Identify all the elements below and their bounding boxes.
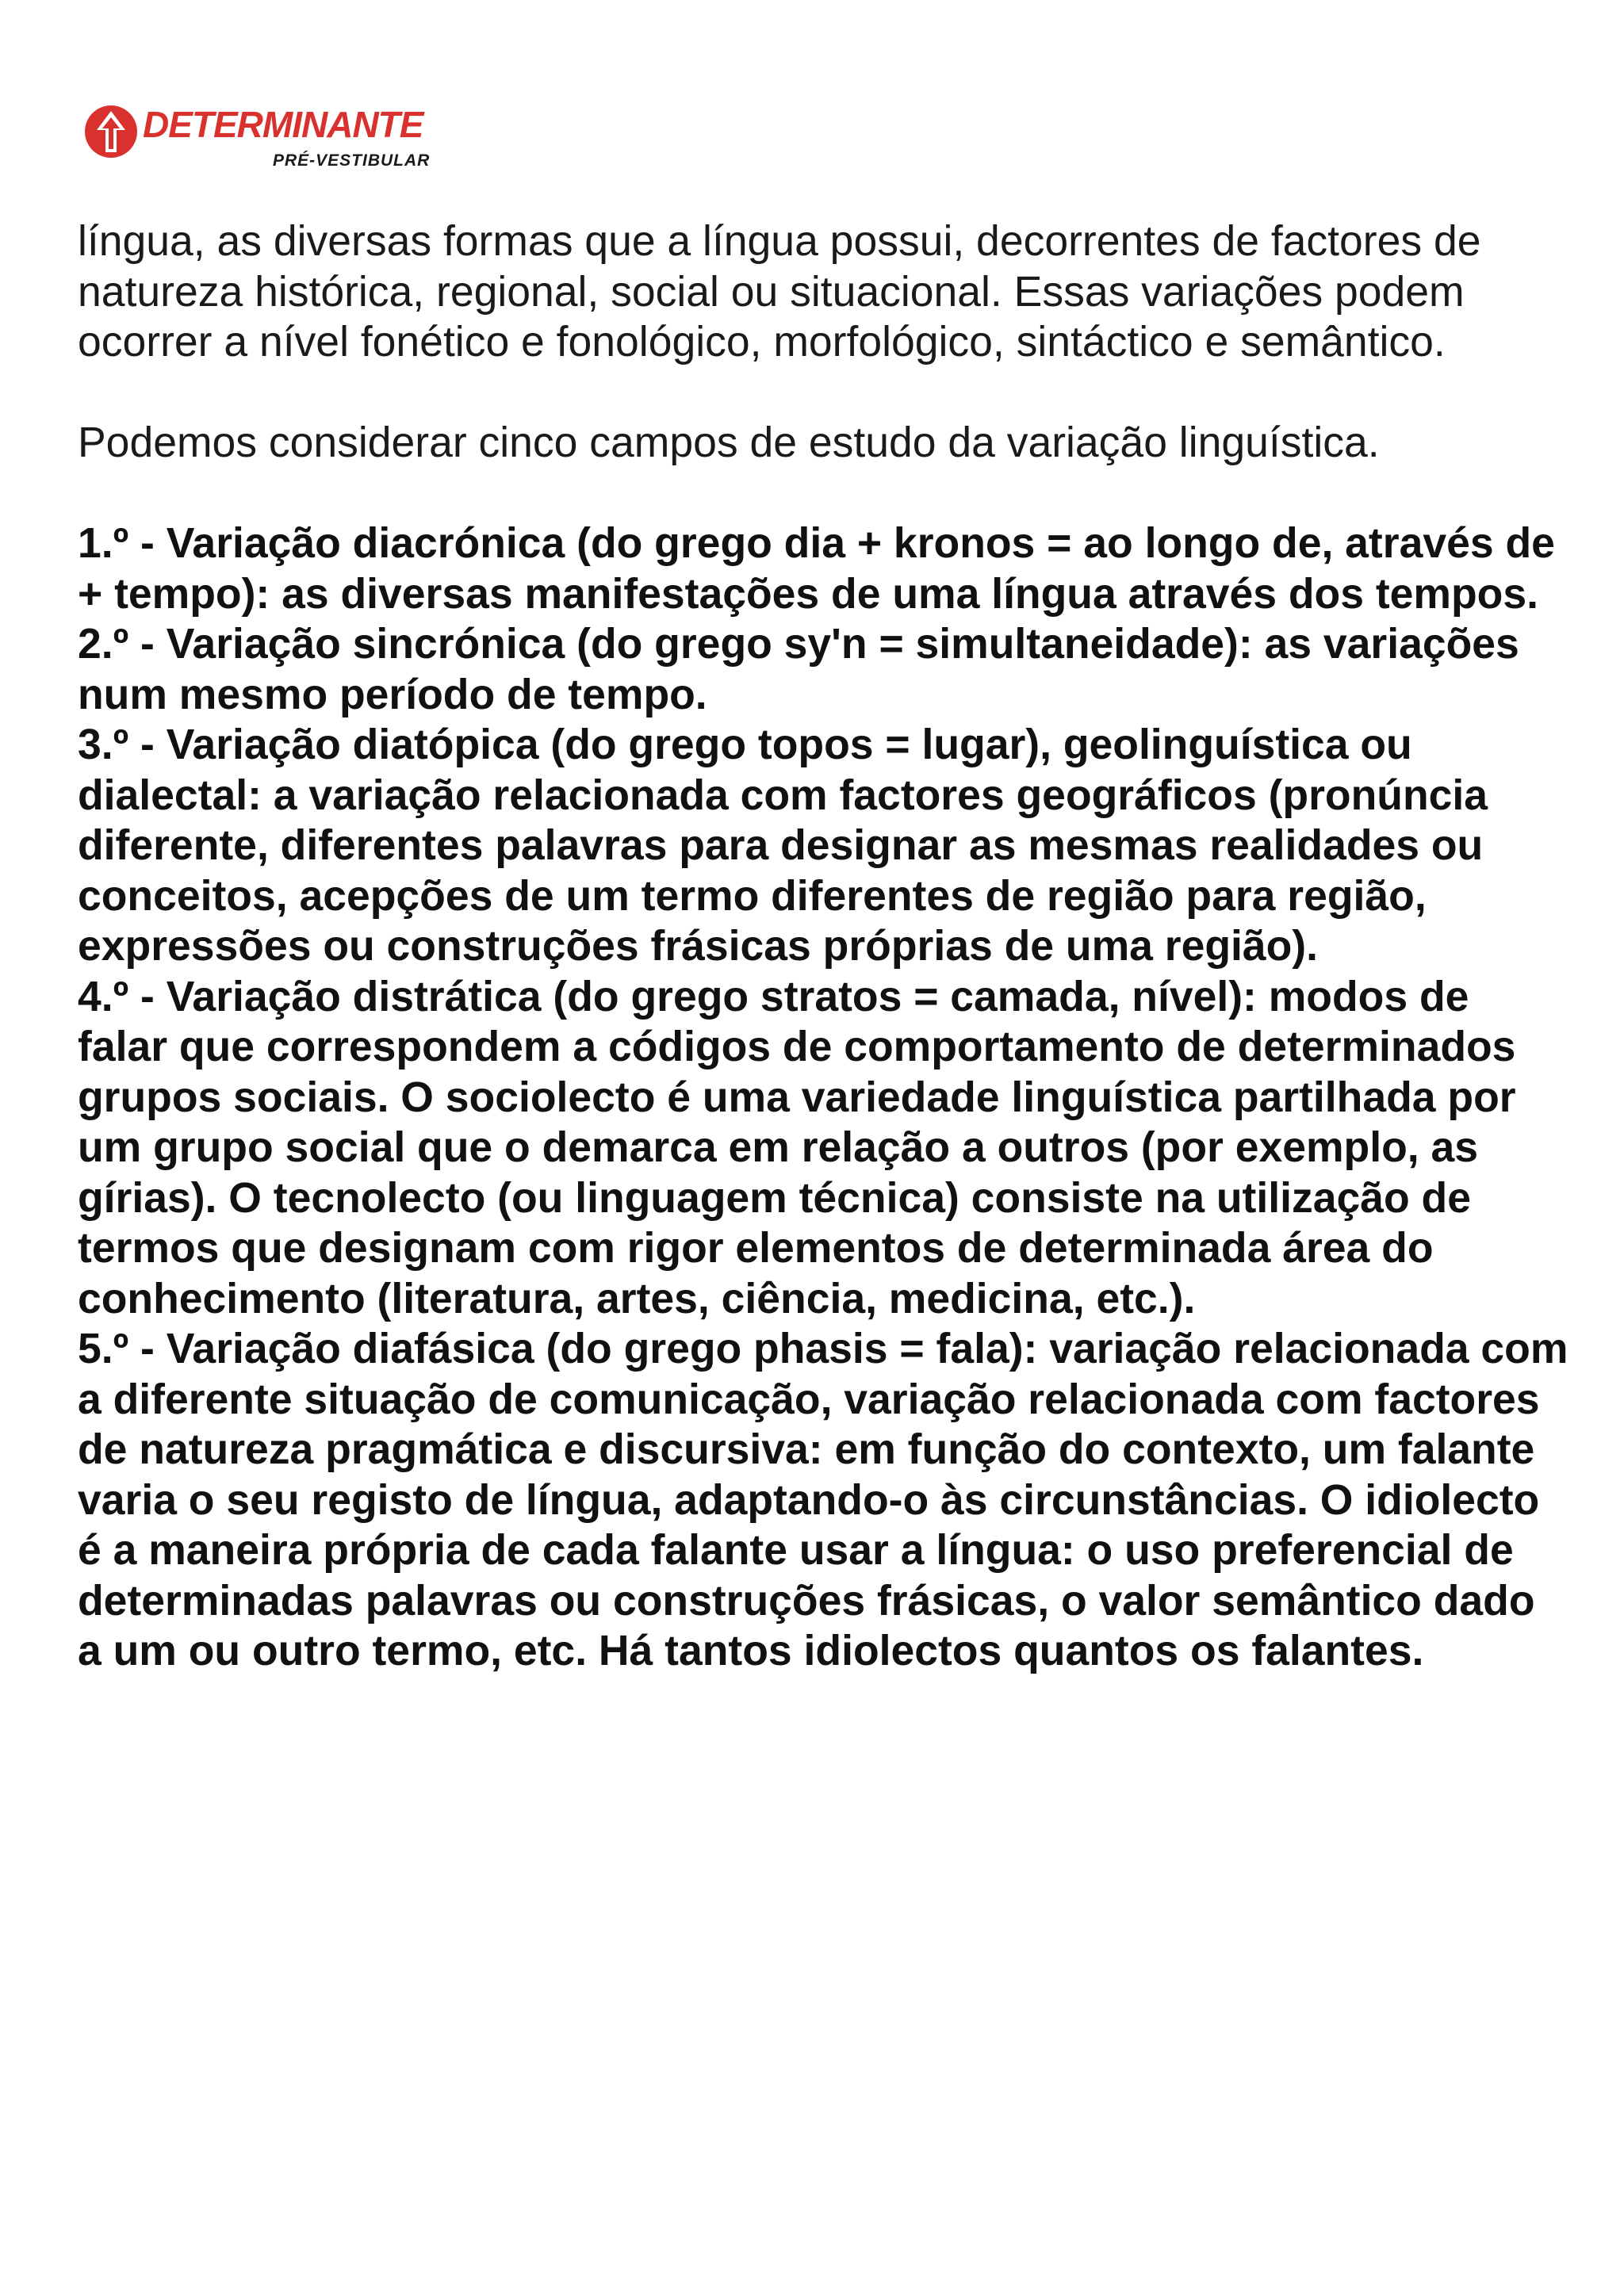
brand-name: DETERMINANTE — [143, 104, 423, 145]
document-body — [78, 216, 1568, 1677]
lead-paragraph: Podemos considerar cinco campos de estudo da variação linguística. — [78, 419, 1380, 466]
variation-item-4: 4.º - Variação distrática (do grego stratos = camada, nível): modos de falar que correspondem a códigos de comportamento de determinados grupos sociais. O sociolecto é uma variedade linguística partilhada por um grupo social que o demarca em relação a outros (por exemplo, as gírias). O tecnolecto (ou linguagem técnica) consiste na utilização de termos que designam com rigor elementos de determinada área do conhecimento (literatura, artes, ciência, medicina, etc.). — [78, 973, 1516, 1322]
brand-subtitle: PRÉ-VESTIBULAR — [273, 151, 431, 170]
brand-logo — [82, 100, 447, 179]
paragraph-spacer — [78, 469, 1568, 519]
variation-item-1: 1.º - Variação diacrónica (do grego dia + kronos = ao longo de, através de + tempo): as diversas manifestações de uma língua através dos tempos. — [78, 520, 1555, 618]
variation-item-2: 2.º - Variação sincrónica (do grego sy'n = simultaneidade): as variações num mesmo período de tempo. — [78, 621, 1519, 718]
variation-item-3: 3.º - Variação diatópica (do grego topos = lugar), geolinguística ou dialectal: a variação relacionada com factores geográficos (pronúncia diferente, diferentes palavras para designar as mesmas realidades ou conceitos, acepções de um termo diferentes de região para região, expressões ou construções frásicas próprias de uma região). — [78, 721, 1488, 970]
variation-item-5: 5.º - Variação diafásica (do grego phasis = fala): variação relacionada com a diferente situação de comunicação, variação relacionada com factores de natureza pragmática e discursiva: em função do contexto, um falante varia o seu registo de língua, adaptando-o às circunstâncias. O idiolecto é a maneira própria de cada falante usar a língua: o uso preferencial de determinadas palavras ou construções frásicas, o valor semântico dado a um ou outro termo, etc. Há tantos idiolectos quantos os falantes. — [78, 1326, 1568, 1674]
paragraph-spacer — [78, 368, 1568, 419]
intro-paragraph: língua, as diversas formas que a língua possui, decorrentes de factores de natureza histórica, regional, social ou situacional. Essas variações podem ocorrer a nível fonético e fonológico, morfológico, sintáctico e semântico. — [78, 218, 1481, 365]
red-circle-arrow-icon — [82, 103, 140, 160]
